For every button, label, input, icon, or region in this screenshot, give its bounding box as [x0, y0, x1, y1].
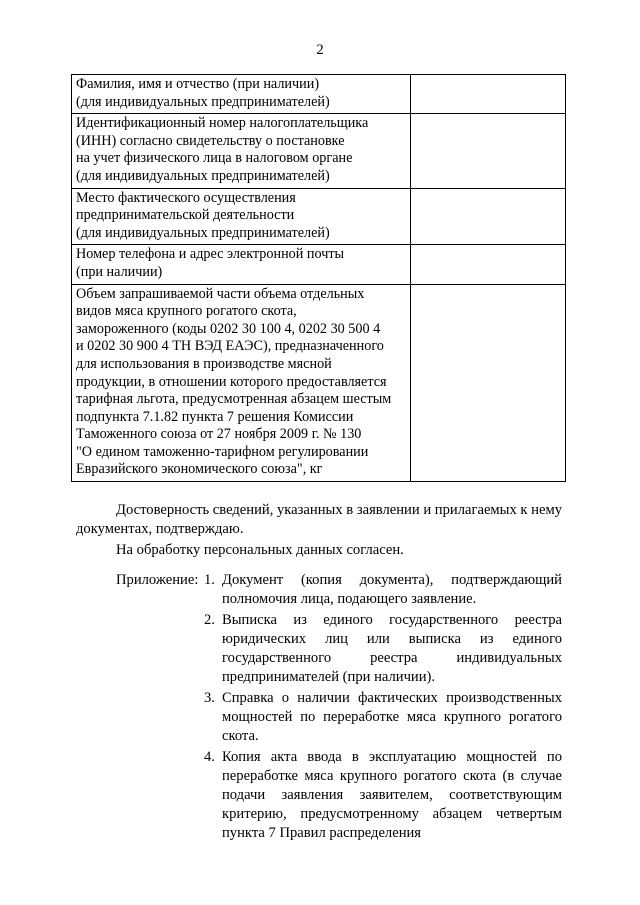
table-row-business-location — [72, 188, 566, 245]
list-item-text: Копия акта ввода в эксплуатацию мощностей по переработке мяса крупного рогатого скота (в случае подачи заявления заявителем, соответствующим критерию, предусмотренному абзацем четвертым пункта 7 Правил распределения — [222, 749, 562, 841]
application-form-table — [71, 74, 566, 482]
attachments-label: Приложение: — [116, 572, 199, 588]
full-name-label: Фамилия, имя и отчество (при наличии) (для индивидуальных предпринимателей) — [72, 75, 411, 114]
list-item-text: Справка о наличии фактических производственных мощностей по переработке мяса крупного рогатого скота. — [222, 690, 562, 744]
list-item — [204, 748, 562, 843]
inn-label: Идентификационный номер налогоплательщика (ИНН) согласно свидетельству о постановке на учет физического лица в налоговом органе (для индивидуальных предпринимателей) — [72, 114, 411, 188]
list-item-number: 4. — [204, 749, 215, 765]
table-row-full-name — [72, 75, 566, 114]
consent-paragraph: На обработку персональных данных согласен. — [116, 542, 404, 558]
list-item-text: Выписка из единого государственного реестра юридических лиц или выписка из единого государственного реестра индивидуальных предпринимателей (при наличии). — [222, 612, 562, 685]
list-item-number: 1. — [204, 572, 215, 588]
list-item — [204, 611, 562, 687]
contacts-value — [411, 245, 566, 284]
table-row-contacts — [72, 245, 566, 284]
list-item-number: 2. — [204, 612, 215, 628]
list-item-number: 3. — [204, 690, 215, 706]
confirmation-paragraph: Достоверность сведений, указанных в заявлении и прилагаемых к нему документах, подтверждаю. — [76, 502, 562, 537]
page-number: 2 — [316, 42, 324, 58]
contacts-label: Номер телефона и адрес электронной почты (при наличии) — [72, 245, 411, 284]
table-row-inn — [72, 114, 566, 188]
list-item — [204, 689, 562, 746]
list-item-text: Документ (копия документа), подтверждающий полномочия лица, подающего заявление. — [222, 572, 562, 607]
inn-value — [411, 114, 566, 188]
volume-value — [411, 284, 566, 482]
volume-label: Объем запрашиваемой части объема отдельных видов мяса крупного рогатого скота, замороженного (коды 0202 30 100 4, 0202 30 500 4 и 0202 30 900 4 ТН ВЭД ЕАЭС), предназначенного для использования в производстве мясной продукции, в отношении которого предоставляется тарифная льгота, предусмотренная абзацем шестым подпункта 7.1.82 пункта 7 решения Комиссии Таможенного союза от 27 ноября 2009 г. № 130 "О едином таможенно-тарифном регулировании Евразийского экономического союза", кг — [72, 284, 411, 482]
table-row-volume — [72, 284, 566, 482]
full-name-value — [411, 75, 566, 114]
list-item — [204, 571, 562, 609]
attachments-list — [204, 571, 562, 845]
business-location-label: Место фактического осуществления предпринимательской деятельности (для индивидуальных предпринимателей) — [72, 188, 411, 245]
business-location-value — [411, 188, 566, 245]
